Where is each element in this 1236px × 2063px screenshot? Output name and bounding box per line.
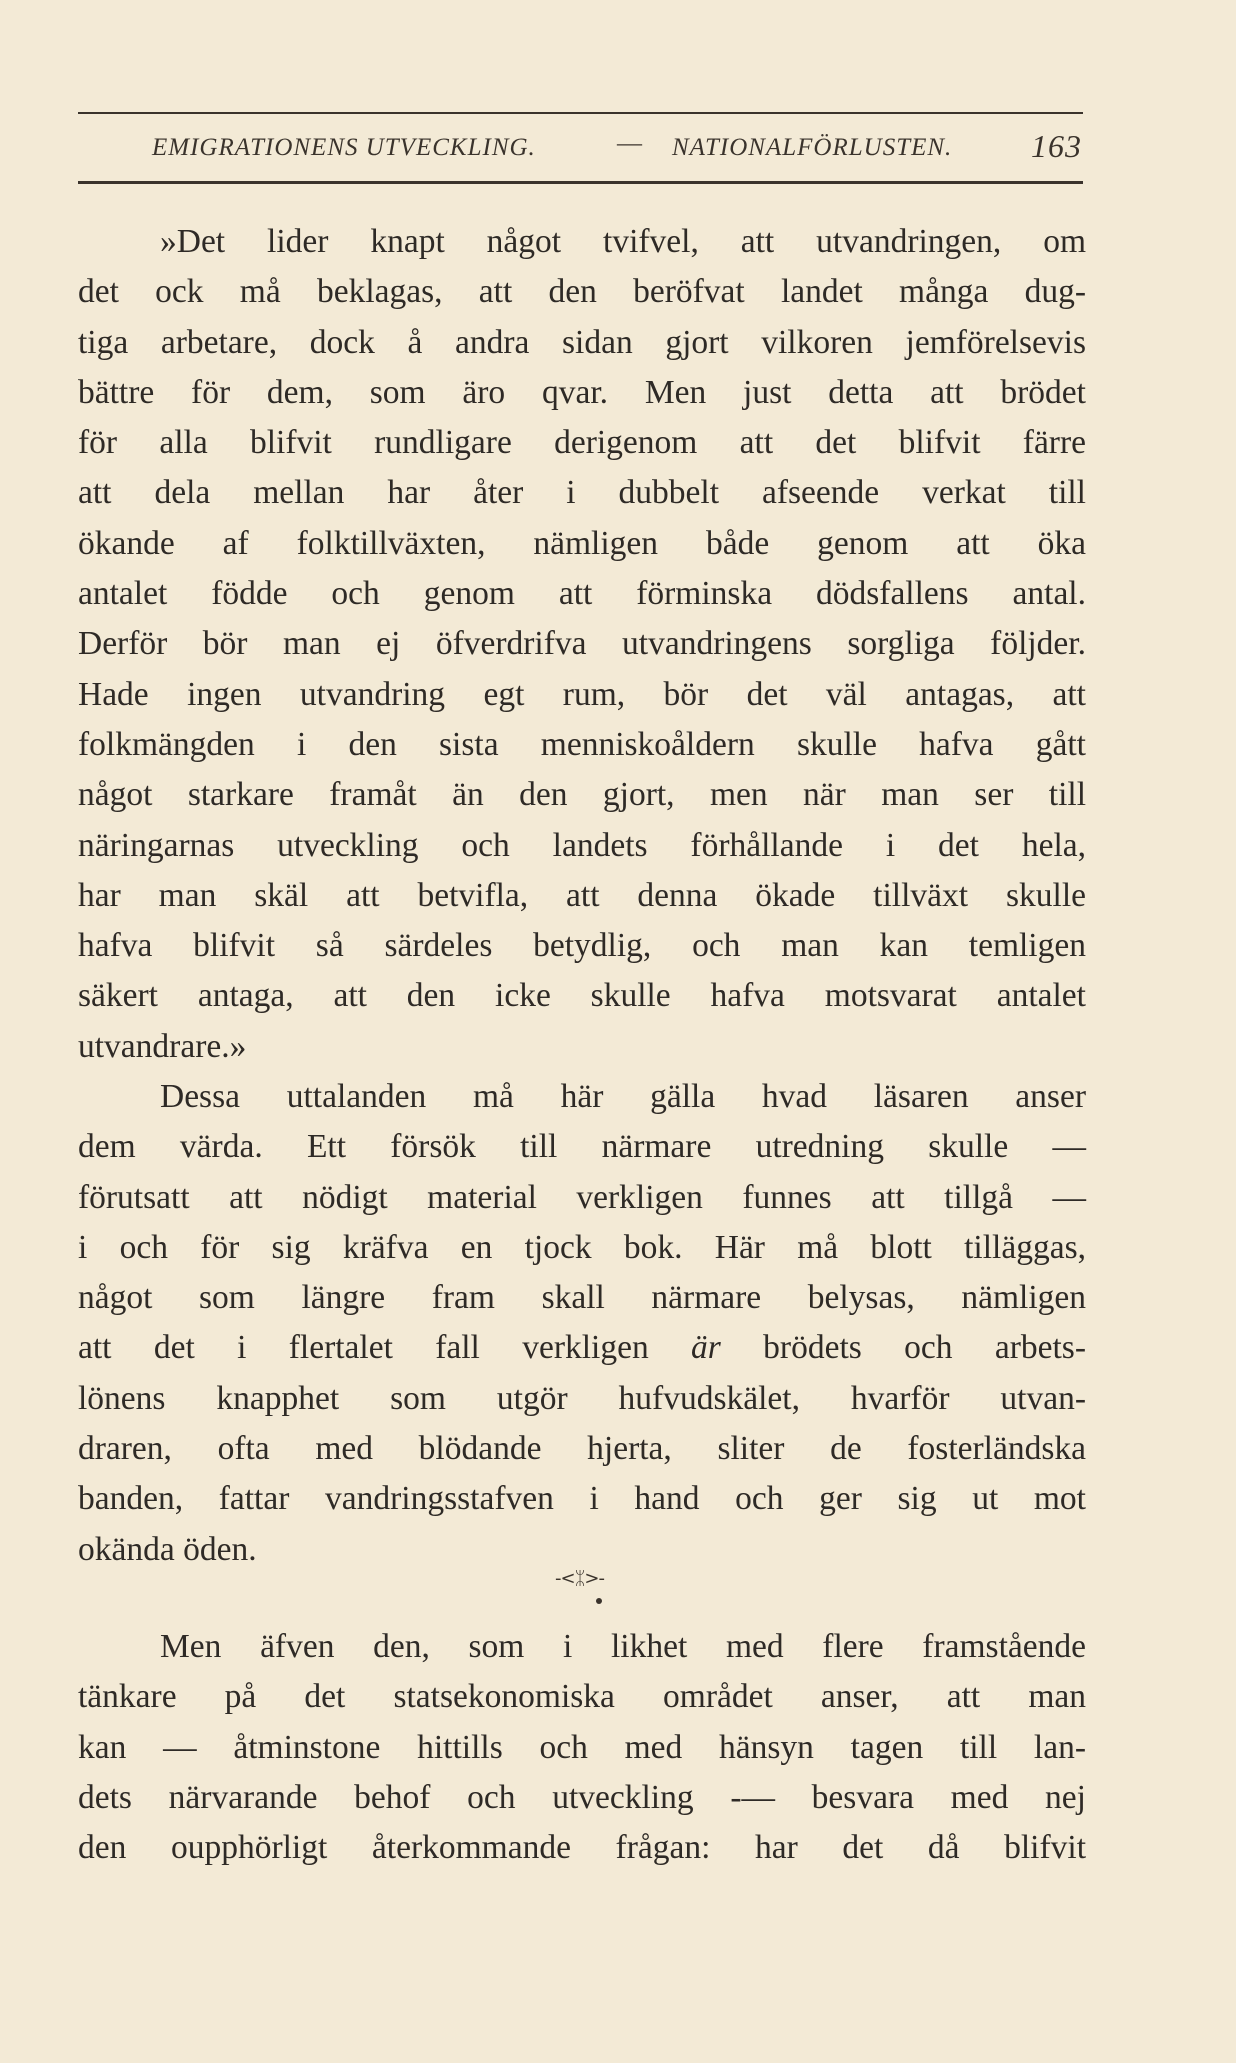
running-head xyxy=(152,126,1082,166)
text-line: att det i flertalet fall verkligen är brödets och arbets- xyxy=(78,1329,1086,1367)
text-line: den oupphörligt återkommande frågan: har det då blifvit xyxy=(78,1829,1086,1867)
text-line: banden, fattar vandringsstafven i hand och ger sig ut mot xyxy=(78,1480,1086,1518)
text-line: att dela mellan har åter i dubbelt afseende verkat till xyxy=(78,474,1086,512)
text-line: kan — åtminstone hittills och med hänsyn tagen till lan- xyxy=(78,1728,1086,1766)
text-line: utvandrare.» xyxy=(78,1027,247,1065)
new-section-paragraph xyxy=(78,1622,1086,1873)
header-rule-bottom xyxy=(78,181,1083,184)
text-line: något som längre fram skall närmare belysas, nämligen xyxy=(78,1279,1086,1317)
text-line: Dessa uttalanden må här gälla hvad läsaren anser xyxy=(160,1078,1086,1115)
text-line: för alla blifvit rundligare derigenom att det blifvit färre xyxy=(78,424,1086,462)
text-line: antalet födde och genom att förminska dödsfallens antal. xyxy=(78,575,1086,613)
text-line: draren, ofta med blödande hjerta, sliter de fosterländska xyxy=(78,1430,1086,1468)
ink-speck xyxy=(596,1598,602,1604)
commentary-paragraph xyxy=(78,1072,1086,1575)
text-line: lönens knapphet som utgör hufvudskälet, hvarför utvan- xyxy=(78,1379,1086,1417)
text-line: förutsatt att nödigt material verkligen funnes att tillgå — xyxy=(78,1178,1086,1216)
running-head-dash: — xyxy=(617,130,643,157)
header-rule-top xyxy=(78,112,1083,114)
emphasis-word: är xyxy=(691,1329,721,1367)
text-line: säkert antaga, att den icke skulle hafva motsvarat antalet xyxy=(78,977,1086,1015)
text-line: okända öden. xyxy=(78,1530,257,1568)
text-line: dem värda. Ett försök till närmare utredning skulle — xyxy=(78,1128,1086,1166)
text-line: folkmängden i den sista menniskoåldern skulle hafva gått xyxy=(78,725,1086,763)
text-line: ökande af folktillväxten, nämligen både genom att öka xyxy=(78,524,1086,562)
text-line: näringarnas utveckling och landets förhållande i det hela, xyxy=(78,826,1086,864)
text-line: hafva blifvit så särdeles betydlig, och man kan temligen xyxy=(78,927,1086,965)
text-line: tänkare på det statsekonomiska området anser, att man xyxy=(78,1678,1086,1716)
text-line: dets närvarande behof och utveckling -— besvara med nej xyxy=(78,1778,1086,1816)
running-head-left: EMIGRATIONENS UTVECKLING. xyxy=(152,134,536,161)
text-line: har man skäl att betvifla, att denna ökade tillväxt skulle xyxy=(78,876,1086,914)
text-line: Derför bör man ej öfverdrifva utvandringens sorgliga följder. xyxy=(78,625,1086,663)
quoted-paragraph xyxy=(78,217,1086,1072)
text-line: bättre för dem, som äro qvar. Men just detta att brödet xyxy=(78,373,1086,411)
text-line: i och för sig kräfva en tjock bok. Här må blott tilläggas, xyxy=(78,1228,1086,1266)
text-line: något starkare framåt än den gjort, men när man ser till xyxy=(78,776,1086,814)
text-line: Men äfven den, som i likhet med flere framstående xyxy=(160,1628,1086,1665)
text-line: tiga arbetare, dock å andra sidan gjort vilkoren jemförelsevis xyxy=(78,323,1086,361)
section-ornament: -<ᛯ>- xyxy=(555,1568,604,1589)
text-line: det ock må beklagas, att den beröfvat landet många dug- xyxy=(78,273,1086,311)
text-line: »Det lider knapt något tvifvel, att utvandringen, om xyxy=(160,223,1086,260)
page-number: 163 xyxy=(1031,128,1082,164)
text-line: Hade ingen utvandring egt rum, bör det väl antagas, att xyxy=(78,675,1086,713)
running-head-right: NATIONALFÖRLUSTEN. xyxy=(672,134,953,161)
